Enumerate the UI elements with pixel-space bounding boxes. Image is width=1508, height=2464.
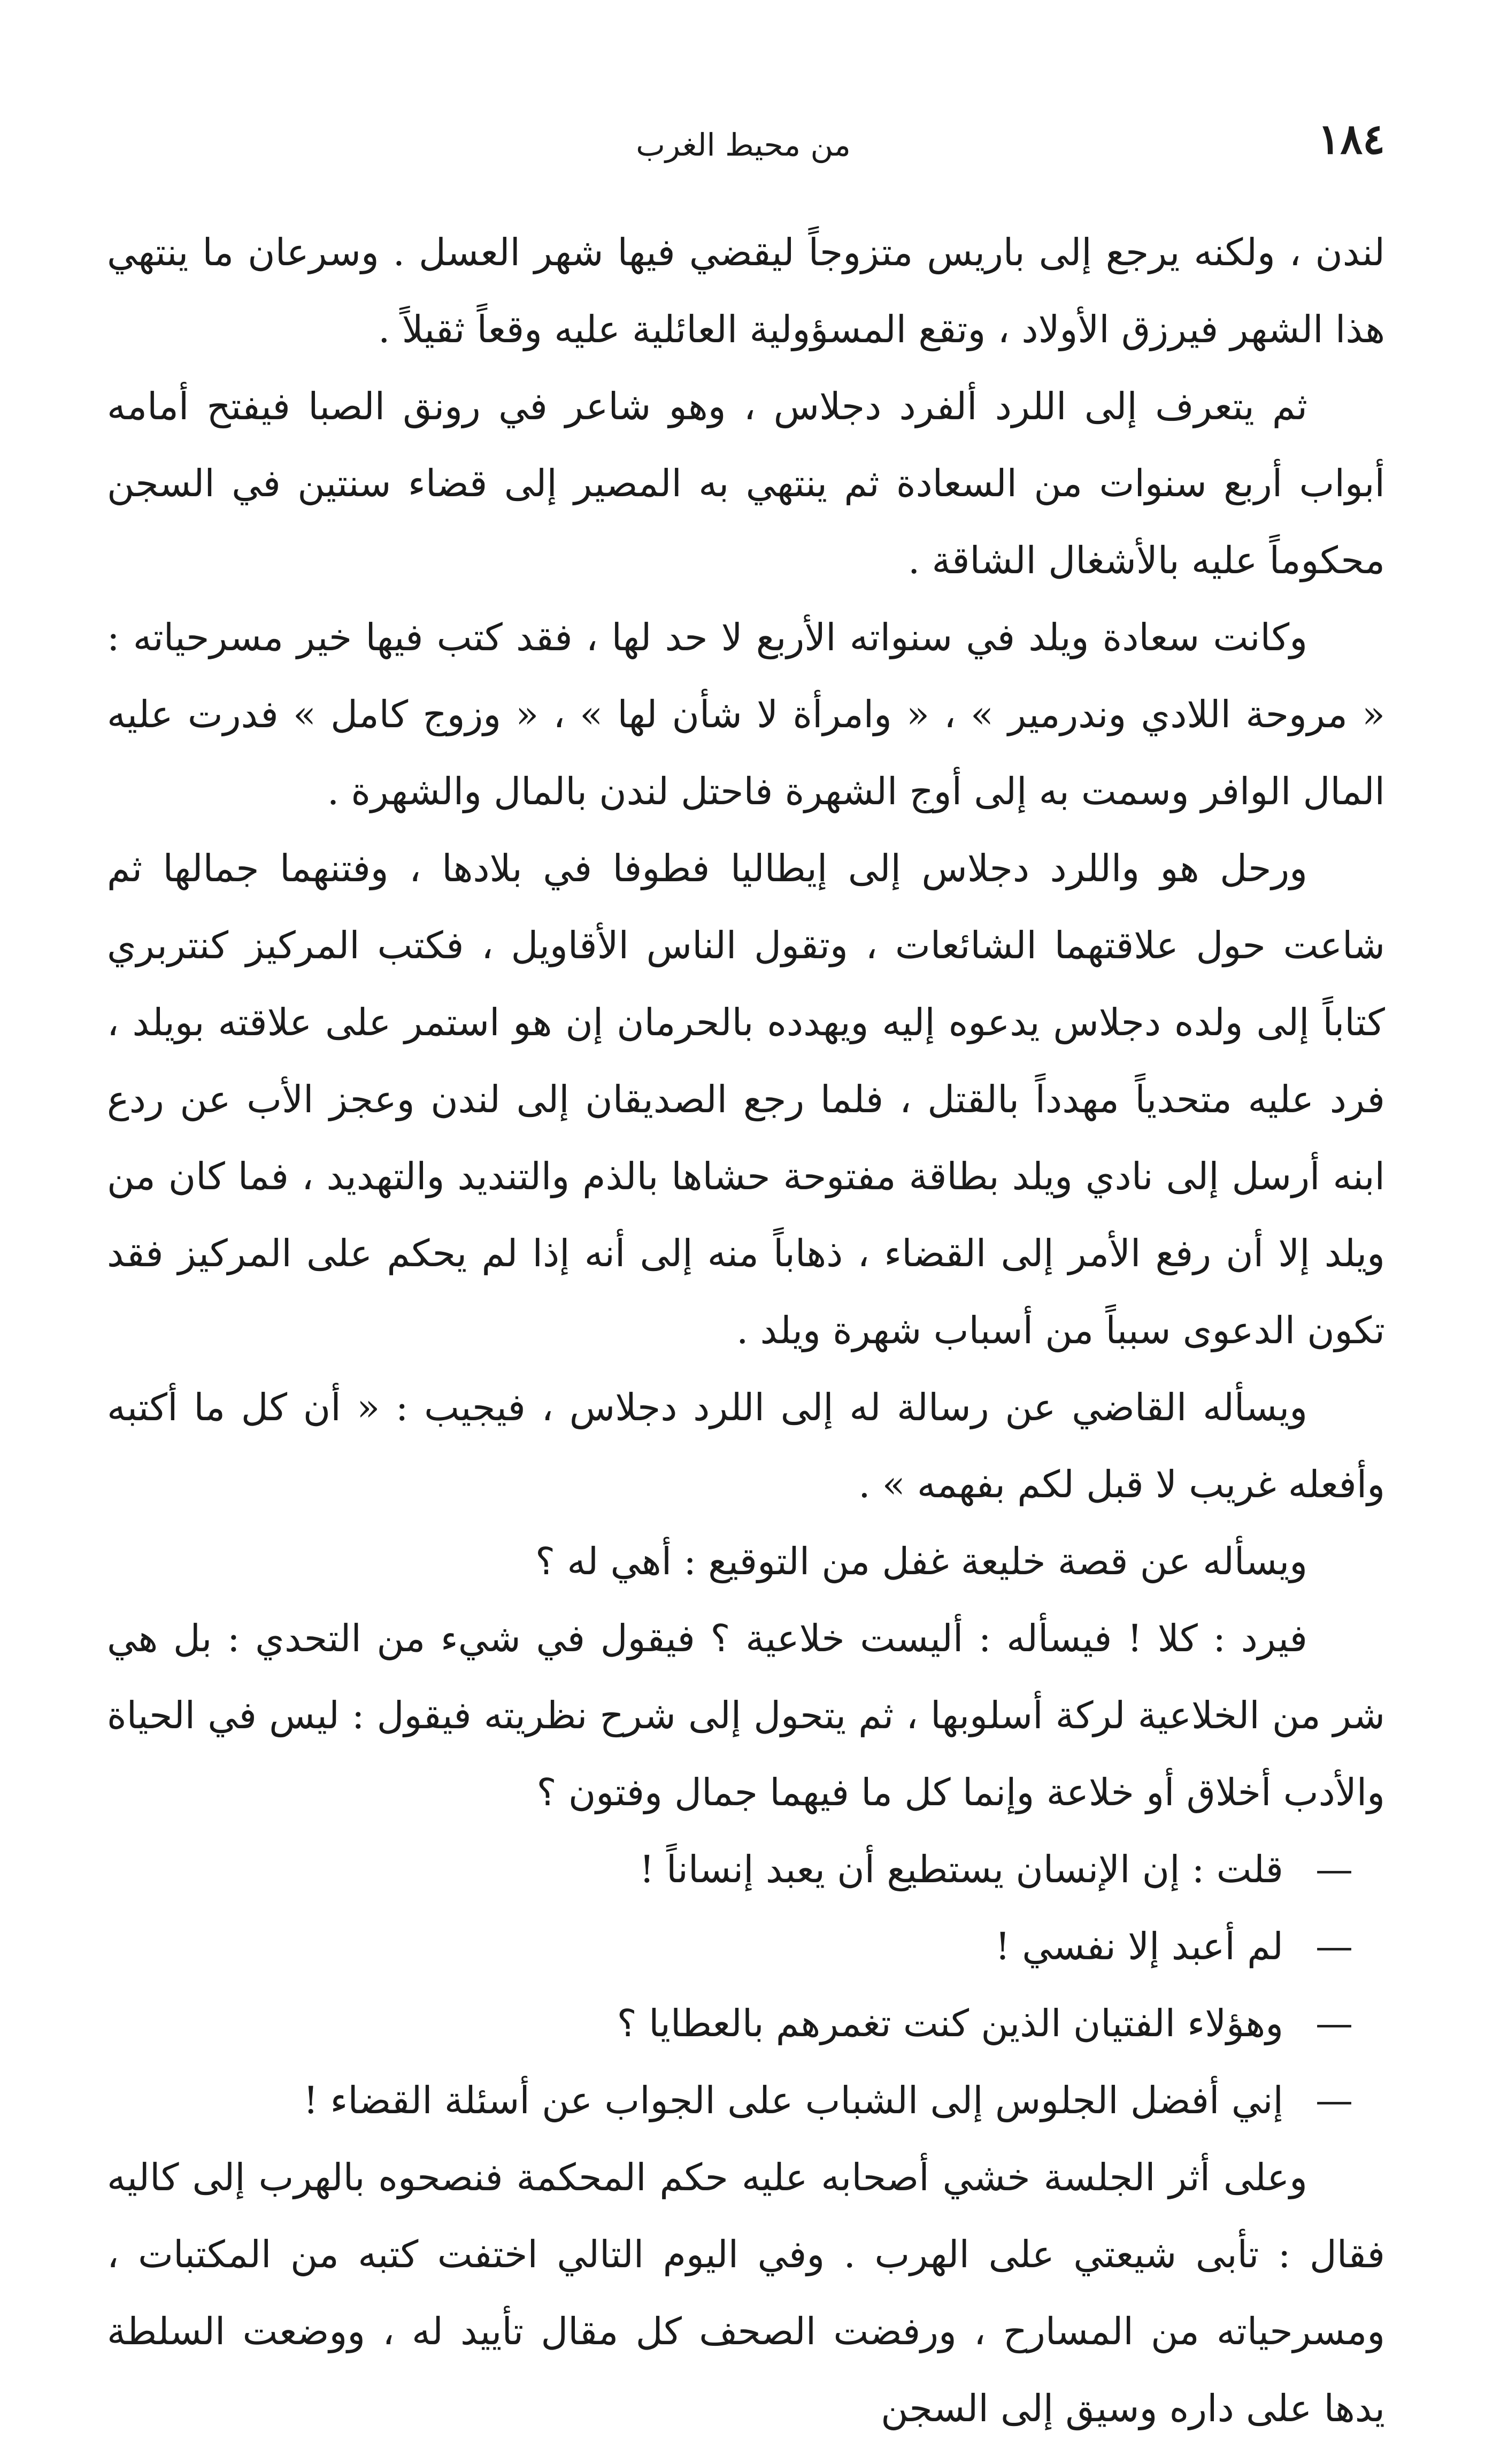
dialogue-text: وهؤلاء الفتيان الذين كنت تغمرهم بالعطايا ؟	[617, 2001, 1283, 2045]
body-text	[107, 214, 1385, 2447]
dialogue-line-4	[107, 2062, 1385, 2139]
dialogue-line-2	[107, 1908, 1385, 1985]
paragraph-5: ويسأله القاضي عن رسالة له إلى اللرد دجلاس ، فيجيب : « أن كل ما أكتبه وأفعله غريب لا قبل لكم بفهمه » .	[107, 1385, 1385, 1506]
running-title: من محيط الغرب	[636, 127, 851, 163]
page-header	[102, 115, 1385, 179]
dialogue-text: لم أعبد إلا نفسي !	[995, 1924, 1283, 1968]
closing-paragraph: وعلى أثر الجلسة خشي أصحابه عليه حكم المحكمة فنصحوه بالهرب إلى كاليه فقال : تأبى شيعتي على الهرب . وفي اليوم التالي اختفت كتبه من المكتبات ، ومسرحياته من المسارح ، ورفضت الصحف كل مقال تأييد له ، ووضعت السلطة يدها على داره وسيق إلى السجن	[107, 2155, 1385, 2430]
paragraph-7: فيرد : كلا ! فيسأله : أليست خلاعية ؟ فيقول في شيء من التحدي : بل هي شر من الخلاعية لركة أسلوبها ، ثم يتحول إلى شرح نظريته فيقول : ليس في الحياة والأدب أخلاق أو خلاعة وإنما كل ما فيهما جمال وفتون ؟	[107, 1616, 1385, 1814]
paragraph-4: ورحل هو واللرد دجلاس إلى إيطاليا فطوفا في بلادها ، وفتنهما جمالها ثم شاعت حول علاقتهما الشائعات ، وتقول الناس الأقاويل ، فكتب المركيز كنتربري كتاباً إلى ولده دجلاس يدعوه إليه ويهدده بالحرمان إن هو استمر على علاقته بويلد ، فرد عليه متحدياً مهدداً بالقتل ، فلما رجع الصديقان إلى لندن وعجز الأب عن ردع ابنه أرسل إلى نادي ويلد بطاقة مفتوحة حشاها بالذم والتنديد والتهديد ، فما كان من ويلد إلا أن رفع الأمر إلى القضاء ، ذهاباً منه إلى أنه إذا لم يحكم على المركيز فقد تكون الدعوى سبباً من أسباب شهرة ويلد .	[107, 846, 1385, 1352]
dialogue-dash: —	[1315, 2078, 1353, 2122]
dialogue-text: قلت : إن الإنسان يستطيع أن يعبد إنساناً !	[639, 1847, 1283, 1891]
dialogue-line-1	[107, 1831, 1385, 1908]
dialogue-line-3	[107, 1985, 1385, 2062]
paragraph-1: لندن ، ولكنه يرجع إلى باريس متزوجاً ليقضي فيها شهر العسل . وسرعان ما ينتهي هذا الشهر فيرزق الأولاد ، وتقع المسؤولية العائلية عليه وقعاً ثقيلاً .	[107, 230, 1385, 351]
paragraph-2: ثم يتعرف إلى اللرد ألفرد دجلاس ، وهو شاعر في رونق الصبا فيفتح أمامه أبواب أربع سنوات من السعادة ثم ينتهي به المصير إلى قضاء سنتين في السجن محكوماً عليه بالأشغال الشاقة .	[107, 384, 1385, 582]
dialogue-dash: —	[1315, 2001, 1353, 2045]
dialogue-dash: —	[1315, 1847, 1353, 1891]
page-number: ١٨٤	[1318, 115, 1385, 164]
dialogue-dash: —	[1315, 1924, 1353, 1968]
paragraph-3: وكانت سعادة ويلد في سنواته الأربع لا حد لها ، فقد كتب فيها خير مسرحياته : « مروحة اللادي وندرمير » ، « وامرأة لا شأن لها » ، « وزوج كامل » فدرت عليه المال الوافر وسمت به إلى أوج الشهرة فاحتل لندن بالمال والشهرة .	[107, 615, 1385, 813]
paragraph-6: ويسأله عن قصة خليعة غفل من التوقيع : أهي له ؟	[535, 1539, 1307, 1583]
dialogue-text: إني أفضل الجلوس إلى الشباب على الجواب عن أسئلة القضاء !	[303, 2078, 1283, 2122]
